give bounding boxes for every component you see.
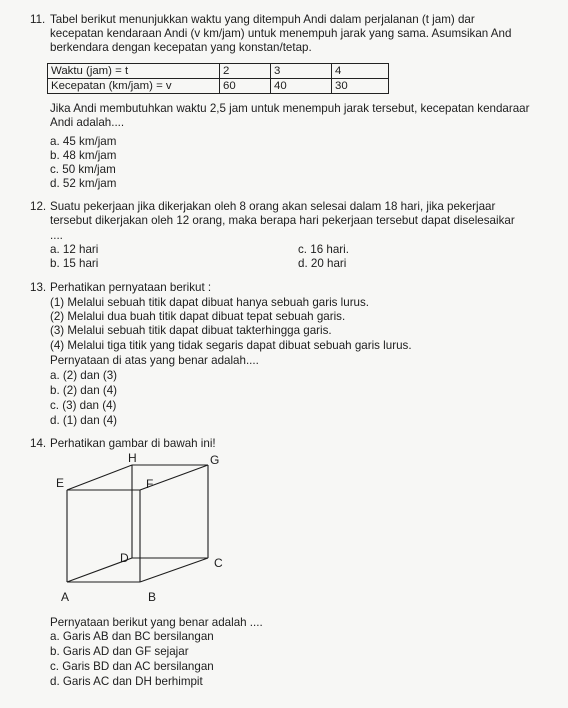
option-text: Garis AC dan DH berhimpit xyxy=(62,675,203,688)
option-text: 16 hari. xyxy=(310,243,349,256)
option-a[interactable] xyxy=(50,243,98,256)
option-text: 45 km/jam xyxy=(62,135,117,148)
option-letter: b. xyxy=(50,257,60,270)
option-text: Garis BD dan AC bersilangan xyxy=(62,660,214,673)
edge-bc xyxy=(140,558,208,582)
option-letter: d. xyxy=(50,675,60,688)
table-row xyxy=(48,79,389,94)
option-text: Garis AD dan GF sejajar xyxy=(62,645,189,658)
question-text: Andi adalah.... xyxy=(50,116,125,129)
vertex-label-e: E xyxy=(56,476,65,490)
question-number: 12. xyxy=(30,200,47,213)
edge-eh xyxy=(67,465,132,490)
question-number: 14. xyxy=(30,437,47,450)
question-intro: Perhatikan gambar di bawah ini! xyxy=(50,437,216,450)
option-c[interactable] xyxy=(50,660,214,673)
table-cell: 60 xyxy=(220,79,271,94)
option-letter: d. xyxy=(298,257,308,270)
option-b[interactable] xyxy=(50,257,98,270)
option-letter: a. xyxy=(50,630,60,643)
vertex-label-a: A xyxy=(61,590,70,604)
question-stem-line: berkendara dengan kecepatan yang konstan/tetap. xyxy=(50,41,312,54)
option-c[interactable] xyxy=(298,243,349,256)
statement-1: (1) Melalui sebuah titik dapat dibuat hanya sebuah garis lurus. xyxy=(50,296,370,309)
option-letter: d. xyxy=(50,414,60,427)
table-cell: 40 xyxy=(271,79,332,94)
vertex-label-g: G xyxy=(210,453,220,467)
table-cell: Waktu (jam) = t xyxy=(48,64,220,79)
option-d[interactable] xyxy=(50,414,117,427)
option-text: Garis AB dan BC bersilangan xyxy=(62,630,214,643)
vertex-label-h: H xyxy=(128,451,137,465)
option-b[interactable] xyxy=(50,645,189,658)
question-text: Jika Andi membutuhkan waktu 2,5 jam untuk menempuh jarak tersebut, kecepatan kendaraar xyxy=(50,102,530,115)
option-letter: a. xyxy=(50,243,60,256)
option-d[interactable] xyxy=(50,177,116,190)
statement-2: (2) Melalui dua buah titik dapat dibuat tepat sebuah garis. xyxy=(50,310,346,323)
question-number: 13. xyxy=(30,281,47,294)
option-text: 52 km/jam xyxy=(62,177,117,190)
option-letter: b. xyxy=(50,384,60,397)
option-text: 12 hari xyxy=(62,243,99,256)
option-letter: c. xyxy=(50,163,60,176)
option-text: 48 km/jam xyxy=(62,149,117,162)
option-letter: a. xyxy=(50,135,60,148)
option-letter: c. xyxy=(50,399,60,412)
question-stem-line: Suatu pekerjaan jika dikerjakan oleh 8 orang akan selesai dalam 18 hari, jika pekerjaar xyxy=(50,200,496,213)
table-row xyxy=(48,64,389,79)
table-cell: 3 xyxy=(271,64,332,79)
question-stem-line: kecepatan kendaraan Andi (v km/jam) untuk menempuh jarak yang sama. Asumsikan And xyxy=(50,27,512,40)
question-number: 11. xyxy=(30,13,46,26)
option-text: (1) dan (4) xyxy=(62,414,118,427)
question-stem-line: .... xyxy=(50,229,63,242)
option-letter: b. xyxy=(50,645,60,658)
table-cell: 30 xyxy=(332,79,389,94)
option-text: (3) dan (4) xyxy=(62,399,117,412)
option-b[interactable] xyxy=(50,384,117,397)
option-letter: c. xyxy=(50,660,60,673)
option-c[interactable] xyxy=(50,399,116,412)
option-d[interactable] xyxy=(298,257,346,270)
option-b[interactable] xyxy=(50,149,116,162)
vertex-label-c: C xyxy=(214,556,223,570)
time-speed-table xyxy=(47,63,389,94)
question-intro: Perhatikan pernyataan berikut : xyxy=(50,281,212,294)
option-c[interactable] xyxy=(50,163,116,176)
option-letter: a. xyxy=(50,369,60,382)
option-text: 15 hari xyxy=(62,257,99,270)
question-text: Pernyataan berikut yang benar adalah .... xyxy=(50,616,263,629)
option-letter: d. xyxy=(50,177,60,190)
option-a[interactable] xyxy=(50,369,117,382)
cuboid-figure xyxy=(50,450,250,610)
option-letter: b. xyxy=(50,149,60,162)
question-stem-line: Tabel berikut menunjukkan waktu yang ditempuh Andi dalam perjalanan (t jam) dar xyxy=(50,13,475,26)
option-text: 50 km/jam xyxy=(62,163,116,176)
option-letter: c. xyxy=(298,243,308,256)
vertex-label-d: D xyxy=(120,551,129,565)
table-cell: 2 xyxy=(220,64,271,79)
option-text: 20 hari xyxy=(310,257,347,270)
vertex-label-b: B xyxy=(148,590,157,604)
table-cell: 4 xyxy=(332,64,389,79)
option-text: (2) dan (3) xyxy=(62,369,118,382)
question-text: Pernyataan di atas yang benar adalah.... xyxy=(50,354,259,367)
table-cell: Kecepatan (km/jam) = v xyxy=(48,79,220,94)
option-text: (2) dan (4) xyxy=(62,384,118,397)
option-a[interactable] xyxy=(50,630,214,643)
statement-4: (4) Melalui tiga titik yang tidak segaris dapat dibuat sebuah garis lurus. xyxy=(50,339,412,352)
option-d[interactable] xyxy=(50,675,203,688)
question-stem-line: tersebut dikerjakan oleh 12 orang, maka berapa hari pekerjaan tersebut dapat diselesaikar xyxy=(50,214,515,227)
statement-3: (3) Melalui sebuah titik dapat dibuat takterhingga garis. xyxy=(50,324,332,337)
option-a[interactable] xyxy=(50,135,116,148)
vertex-label-f: F xyxy=(146,477,154,491)
